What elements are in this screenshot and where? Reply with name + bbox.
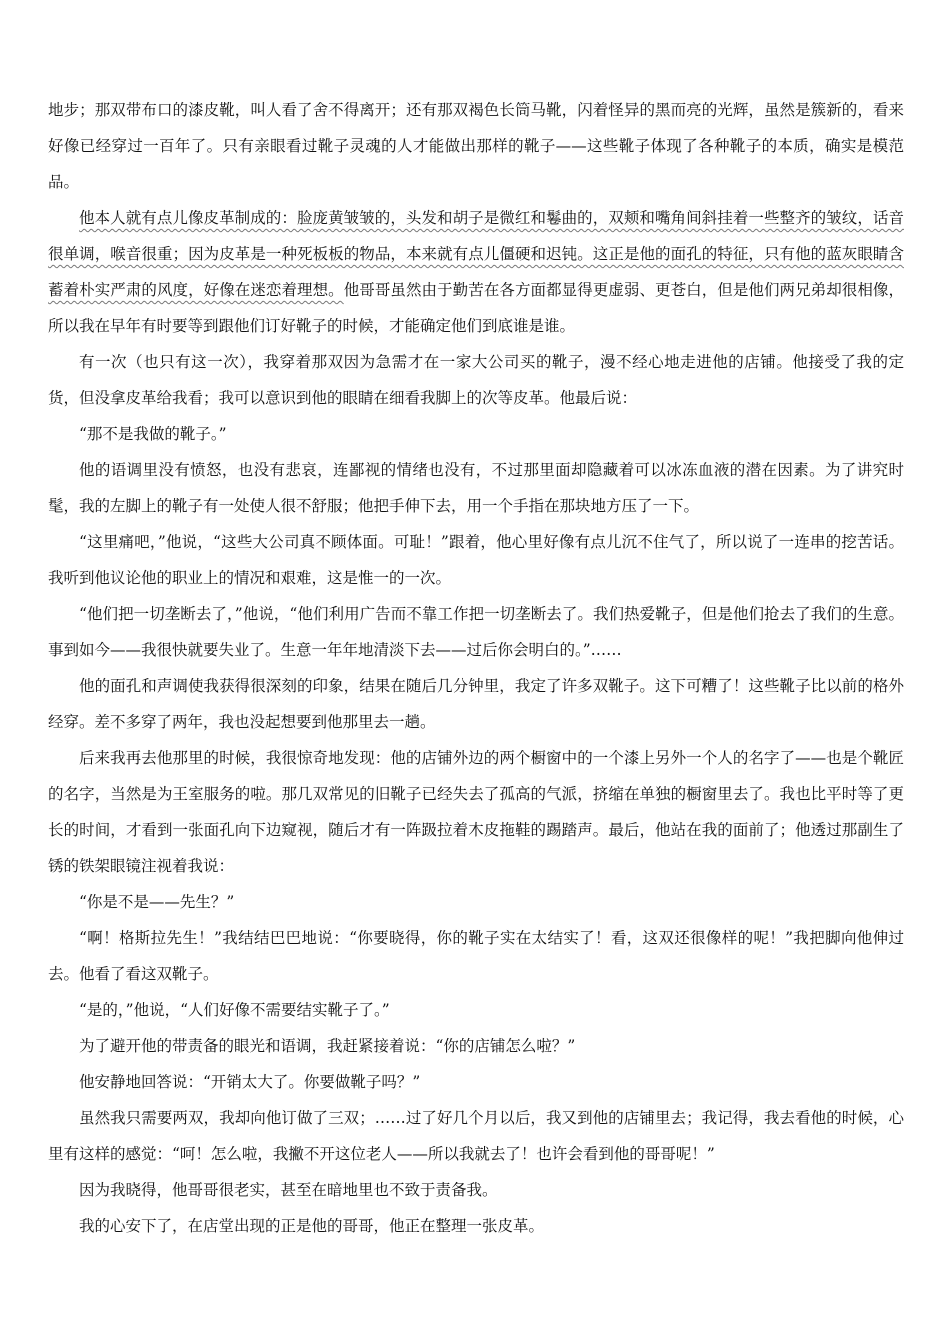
paragraph-4 [48, 452, 904, 524]
paragraph-text: 因为我晓得，他哥哥很老实，甚至在暗地里也不致于责备我。 [79, 1181, 498, 1199]
paragraph-7 [48, 668, 904, 740]
paragraph-1 [48, 200, 904, 344]
paragraph-11 [48, 992, 904, 1028]
paragraph-text: 他的语调里没有愤怒，也没有悲哀，连鄙视的情绪也没有，不过那里面却隐藏着可以冰冻血液的潜在因素。为了讲究时髦，我的左脚上的靴子有一处使人很不舒服；他把手伸下去，用一个手指在那块地方压了一下。 [48, 461, 904, 515]
paragraph-16 [48, 1208, 904, 1244]
paragraph-text: “这里痛吧，”他说，“这些大公司真不顾体面。可耻！”跟着，他心里好像有点儿沉不住气了，所以说了一连串的挖苦话。我听到他议论他的职业上的情况和艰难，这是惟一的一次。 [48, 533, 904, 587]
paragraph-3 [48, 416, 904, 452]
paragraph-text: “那不是我做的靴子。” [79, 425, 227, 443]
paragraph-14 [48, 1100, 904, 1172]
paragraph-5 [48, 524, 904, 596]
paragraph-8 [48, 740, 904, 884]
document-body [48, 92, 904, 1244]
paragraph-0 [48, 92, 904, 200]
paragraph-text: “他们把一切垄断去了，”他说，“他们利用广告而不靠工作把一切垄断去了。我们热爱靴子，但是他们抢去了我们的生意。事到如今——我很快就要失业了。生意一年年地清淡下去——过后你会明白的。”…… [48, 605, 904, 659]
paragraph-text: 他哥哥虽然由于勤苦在各方面都显得更虚弱、更苍白，但是他们两兄弟却很相像，所以我在早年有时要等到跟他们订好靴子的时候，才能确定他们到底谁是谁。 [48, 281, 904, 335]
paragraph-text: 为了避开他的带责备的眼光和语调，我赶紧接着说：“你的店铺怎么啦？” [79, 1037, 576, 1055]
paragraph-15 [48, 1172, 904, 1208]
paragraph-text: “啊！格斯拉先生！”我结结巴巴地说：“你要晓得，你的靴子实在太结实了！看，这双还很像样的呢！”我把脚向他伸过去。他看了看这双靴子。 [48, 929, 904, 983]
paragraph-2 [48, 344, 904, 416]
paragraph-text: 虽然我只需要两双，我却向他订做了三双；……过了好几个月以后，我又到他的店铺里去；我记得，我去看他的时候，心里有这样的感觉：“呵！怎么啦，我撇不开这位老人——所以我就去了！也许会看到他的哥哥呢！” [48, 1109, 904, 1163]
paragraph-text: 他安静地回答说：“开销太大了。你要做靴子吗？” [79, 1073, 421, 1091]
paragraph-text: “是的，”他说，“人们好像不需要结实靴子了。” [79, 1001, 390, 1019]
underlined-passage: 他本人就有点儿像皮革制成的：脸庞黄皱皱的，头发和胡子是微红和鬈曲的，双颊和嘴角间斜挂着一些整齐的皱纹，话音很单调，喉音很重；因为皮革是一种死板板的物品，本来就有点儿僵硬和迟钝。这正是他的面孔的特征，只有他的蓝灰眼睛含蓄着朴实严肃的风度，好像在迷恋着理想。 [48, 209, 904, 299]
paragraph-text: 有一次（也只有这一次），我穿着那双因为急需才在一家大公司买的靴子，漫不经心地走进他的店铺。他接受了我的定货，但没拿皮革给我看；我可以意识到他的眼睛在细看我脚上的次等皮革。他最后说： [48, 353, 904, 407]
paragraph-9 [48, 884, 904, 920]
paragraph-13 [48, 1064, 904, 1100]
paragraph-text: 他的面孔和声调使我获得很深刻的印象，结果在随后几分钟里，我定了许多双靴子。这下可糟了！这些靴子比以前的格外经穿。差不多穿了两年，我也没起想要到他那里去一趟。 [48, 677, 904, 731]
paragraph-10 [48, 920, 904, 992]
paragraph-text: 地步；那双带布口的漆皮靴，叫人看了舍不得离开；还有那双褐色长筒马靴，闪着怪异的黑而亮的光辉，虽然是簇新的，看来好像已经穿过一百年了。只有亲眼看过靴子灵魂的人才能做出那样的靴子——这些靴子体现了各种靴子的本质，确实是模范品。 [48, 101, 904, 191]
paragraph-text: 我的心安下了，在店堂出现的正是他的哥哥，他正在整理一张皮革。 [79, 1217, 545, 1235]
paragraph-text: “你是不是——先生？” [79, 893, 235, 911]
paragraph-text: 后来我再去他那里的时候，我很惊奇地发现：他的店铺外边的两个橱窗中的一个漆上另外一个人的名字了——也是个靴匠的名字，当然是为王室服务的啦。那几双常见的旧靴子已经失去了孤高的气派，挤缩在单独的橱窗里去了。我也比平时等了更长的时间，才看到一张面孔向下边窥视，随后才有一阵趿拉着木皮拖鞋的踢踏声。最后，他站在我的面前了；他透过那副生了锈的铁架眼镜注视着我说： [48, 749, 904, 875]
paragraph-12 [48, 1028, 904, 1064]
paragraph-6 [48, 596, 904, 668]
